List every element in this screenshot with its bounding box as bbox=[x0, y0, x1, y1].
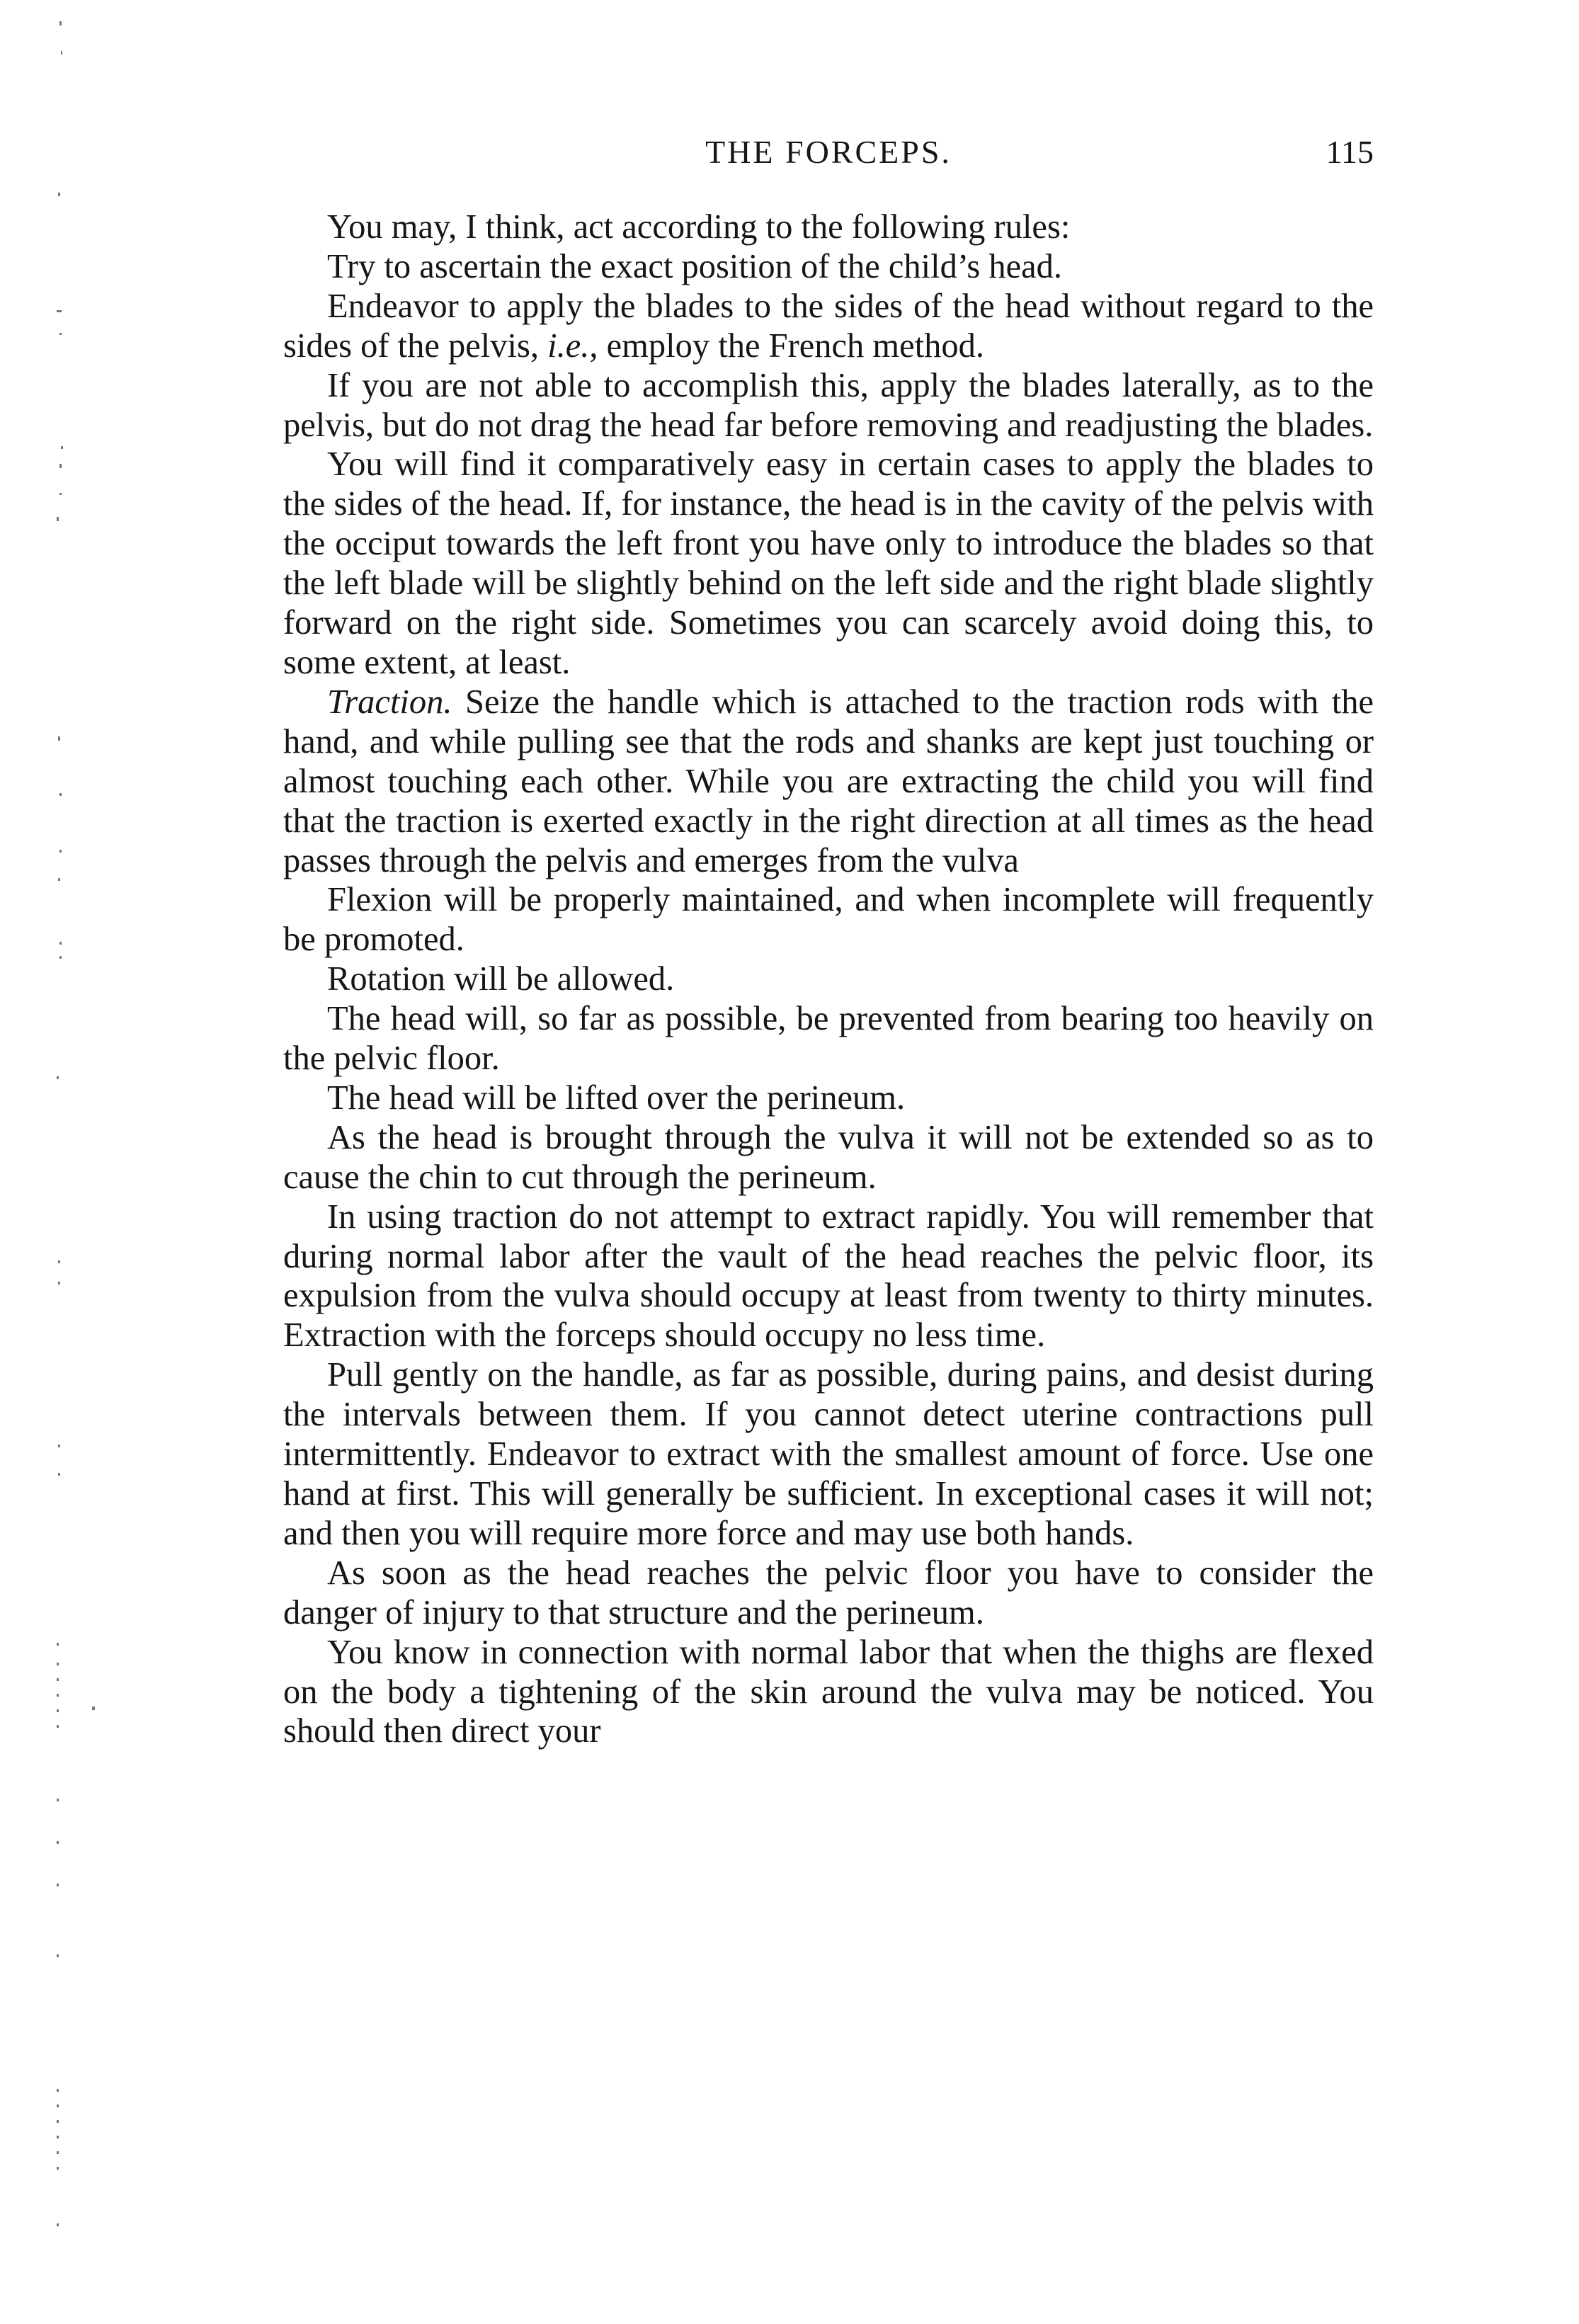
paragraph: The head will be lifted over the perineum. bbox=[327, 1078, 906, 1117]
paragraph: Flexion will be properly maintained, and when incomplete will frequently be promoted. bbox=[283, 881, 1374, 959]
paragraph-text: Endeavor to apply the blades to the sides of the head without regard to the sides of the pelvis, bbox=[283, 287, 1374, 365]
page-header bbox=[283, 131, 1374, 173]
body-text bbox=[283, 207, 1374, 1751]
paragraph-text: , employ the French method. bbox=[589, 326, 985, 365]
paragraph: The head will, so far as possible, be prevented from bearing too heavily on the pelvic floor. bbox=[283, 1000, 1374, 1078]
paragraph: You know in connection with normal labor that when the thighs are flexed on the body a tightening of the skin around the vulva may be noticed. You should then direct your bbox=[283, 1633, 1374, 1750]
paragraph: As the head is brought through the vulva it will not be extended so as to cause the chin to cut through the perineum. bbox=[283, 1118, 1374, 1196]
paragraph-text: Seize the handle which is attached to the traction rods with the hand, and while pulling see that the rods and shanks are kept just touching or almost touching each other. While you are extracting the child you will find that the traction is exerted exactly in the right direction at all times as the head passes through the pelvis and emerges from the vulva bbox=[283, 683, 1374, 879]
section-run-in-heading: Traction. bbox=[327, 683, 452, 721]
paragraph bbox=[283, 683, 1374, 881]
paragraph bbox=[283, 287, 1374, 366]
paragraph: In using traction do not attempt to extract rapidly. You will remember that during normal labor after the vault of the head reaches the pelvic floor, its expulsion from the vulva should occupy at least from twenty to thirty minutes. Extraction with the forceps should occupy no less time. bbox=[283, 1197, 1374, 1355]
italic-abbreviation: i.e. bbox=[547, 326, 590, 365]
running-head: THE FORCEPS. bbox=[705, 134, 952, 170]
paragraph: Rotation will be allowed. bbox=[327, 960, 675, 998]
paragraph: Try to ascertain the exact position of the child’s head. bbox=[327, 247, 1063, 285]
paragraph: As soon as the head reaches the pelvic floor you have to consider the danger of injury to that structure and the perineum. bbox=[283, 1554, 1374, 1631]
scan-margin-specks bbox=[0, 0, 99, 2324]
paragraph: If you are not able to accomplish this, apply the blades laterally, as to the pelvis, but do not drag the head far before removing and readjusting the blades. bbox=[283, 366, 1374, 444]
paragraph: You may, I think, act according to the following rules: bbox=[327, 208, 1071, 246]
page-number: 115 bbox=[1326, 134, 1374, 170]
paragraph: Pull gently on the handle, as far as possible, during pains, and desist during the intervals between them. If you cannot detect uterine contractions pull intermittently. Endeavor to extract with the smallest amount of force. Use one hand at first. This will generally be sufficient. In exceptional cases it will not; and then you will require more force and may use both hands. bbox=[283, 1356, 1374, 1552]
paragraph: You will find it comparatively easy in certain cases to apply the blades to the sides of the head. If, for instance, the head is in the cavity of the pelvis with the occiput towards the left front you have only to introduce the blades so that the left blade will be slightly behind on the left side and the right blade slightly forward on the right side. Sometimes you can scarcely avoid doing this, to some extent, at least. bbox=[283, 445, 1374, 681]
